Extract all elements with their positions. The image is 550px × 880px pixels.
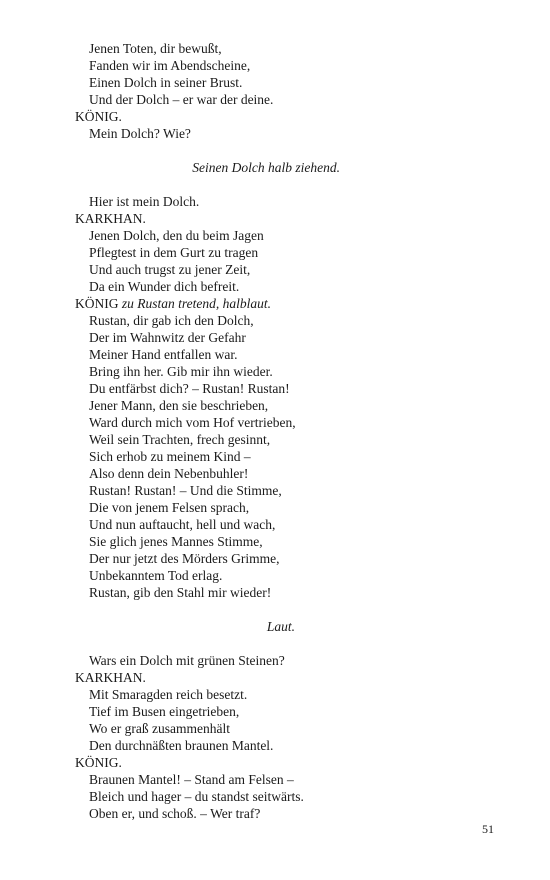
speaker-name: KARKHAN. <box>75 211 146 226</box>
verse-line: Oben er, und schoß. – Wer traf? <box>89 806 261 821</box>
verse-line: Weil sein Trachten, frech gesinnt, <box>89 432 271 447</box>
verse-line: Ward durch mich vom Hof vertrieben, <box>89 415 296 430</box>
verse-line: Pflegtest in dem Gurt zu tragen <box>89 245 259 260</box>
verse-line: Der nur jetzt des Mörders Grimme, <box>89 551 280 566</box>
page-number: 51 <box>482 822 494 836</box>
stage-direction: Seinen Dolch halb ziehend. <box>192 160 340 175</box>
verse-line: Da ein Wunder dich befreit. <box>89 279 240 294</box>
speaker-line <box>75 295 515 312</box>
verse-line: Rustan, dir gab ich den Dolch, <box>89 313 254 328</box>
verse-line: Der im Wahnwitz der Gefahr <box>89 330 246 345</box>
speaker-name: KÖNIG. <box>75 755 122 770</box>
speaker-line <box>75 108 515 125</box>
verse-line: Hier ist mein Dolch. <box>89 194 200 209</box>
verse-line: Sich erhob zu meinem Kind – <box>89 449 251 464</box>
drama-text <box>75 40 515 822</box>
verse-line: Einen Dolch in seiner Brust. <box>89 75 243 90</box>
verse-line: Du entfärbst dich? – Rustan! Rustan! <box>89 381 290 396</box>
speaker-line <box>75 210 515 227</box>
verse-line: Bleich und hager – du standst seitwärts. <box>89 789 304 804</box>
blank-line <box>75 176 515 193</box>
blank-line <box>75 601 515 618</box>
verse-line: Fanden wir im Abendscheine, <box>89 58 251 73</box>
speaker-line <box>75 669 515 686</box>
blank-line <box>75 142 515 159</box>
verse-line: Sie glich jenes Mannes Stimme, <box>89 534 263 549</box>
verse-line: Die von jenem Felsen sprach, <box>89 500 250 515</box>
verse-line: Jenen Dolch, den du beim Jagen <box>89 228 264 243</box>
verse-line: Und nun auftaucht, hell und wach, <box>89 517 276 532</box>
verse-line: Und der Dolch – er war der deine. <box>89 92 274 107</box>
verse-line: Also denn dein Nebenbuhler! <box>89 466 249 481</box>
speaker-line <box>75 754 515 771</box>
speaker-name: KARKHAN. <box>75 670 146 685</box>
verse-line: Jener Mann, den sie beschrieben, <box>89 398 269 413</box>
verse-line: Bring ihn her. Gib mir ihn wieder. <box>89 364 273 379</box>
speaker-name: KÖNIG <box>75 296 119 311</box>
verse-line: Unbekanntem Tod erlag. <box>89 568 223 583</box>
verse-line: Wo er graß zusammenhält <box>89 721 230 736</box>
blank-line <box>75 635 515 652</box>
verse-line: Mit Smaragden reich besetzt. <box>89 687 248 702</box>
inline-stage-direction: zu Rustan tretend, halblaut. <box>121 296 271 311</box>
stage-direction: Laut. <box>266 619 295 634</box>
verse-line: Tief im Busen eingetrieben, <box>89 704 240 719</box>
verse-line: Wars ein Dolch mit grünen Steinen? <box>89 653 285 668</box>
verse-line: Rustan! Rustan! – Und die Stimme, <box>89 483 282 498</box>
verse-line: Rustan, gib den Stahl mir wieder! <box>89 585 272 600</box>
verse-line: Und auch trugst zu jener Zeit, <box>89 262 251 277</box>
speaker-name: KÖNIG. <box>75 109 122 124</box>
verse-line: Braunen Mantel! – Stand am Felsen – <box>89 772 294 787</box>
verse-line: Jenen Toten, dir bewußt, <box>89 41 222 56</box>
verse-line: Den durchnäßten braunen Mantel. <box>89 738 274 753</box>
verse-line: Mein Dolch? Wie? <box>89 126 191 141</box>
verse-line: Meiner Hand entfallen war. <box>89 347 238 362</box>
